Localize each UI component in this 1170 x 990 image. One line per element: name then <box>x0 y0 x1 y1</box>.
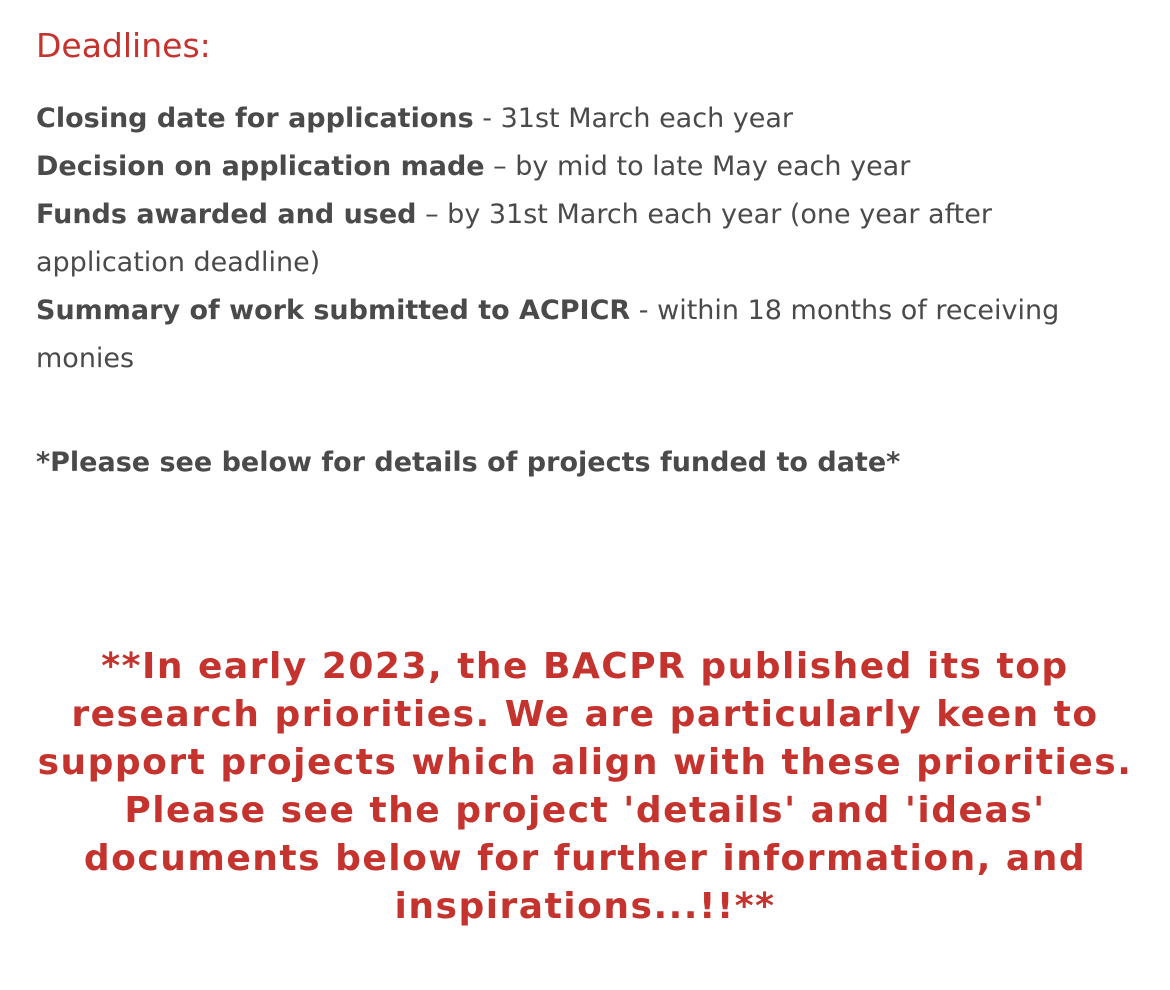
deadline-detail: – by mid to late May each year <box>484 151 911 182</box>
deadline-item-funds <box>36 191 1126 287</box>
deadline-term: Funds awarded and used <box>36 199 417 230</box>
deadline-detail: - 31st March each year <box>473 103 794 134</box>
deadline-term: Closing date for applications <box>36 103 474 134</box>
deadline-detail: - within 18 months of receiving monies <box>36 295 1060 374</box>
deadline-item-closing-date <box>36 95 1126 143</box>
deadline-term: Decision on application made <box>36 151 485 182</box>
deadline-item-decision <box>36 143 1126 191</box>
research-priorities-notice: **In early 2023, the BACPR published its top research priorities. We are particularly keen to support projects which align with these priorities. Please see the project 'details' and 'ideas' documents below for further information, and inspirations...!!** <box>37 646 1133 927</box>
funded-projects-note: *Please see below for details of projects funded to date* <box>36 447 901 478</box>
deadline-item-summary <box>36 287 1126 383</box>
deadline-detail: – by 31st March each year (one year after application deadline) <box>36 199 992 278</box>
deadline-term: Summary of work submitted to ACPICR <box>36 295 631 326</box>
deadlines-list <box>36 95 1126 383</box>
deadlines-heading: Deadlines: <box>36 26 211 65</box>
